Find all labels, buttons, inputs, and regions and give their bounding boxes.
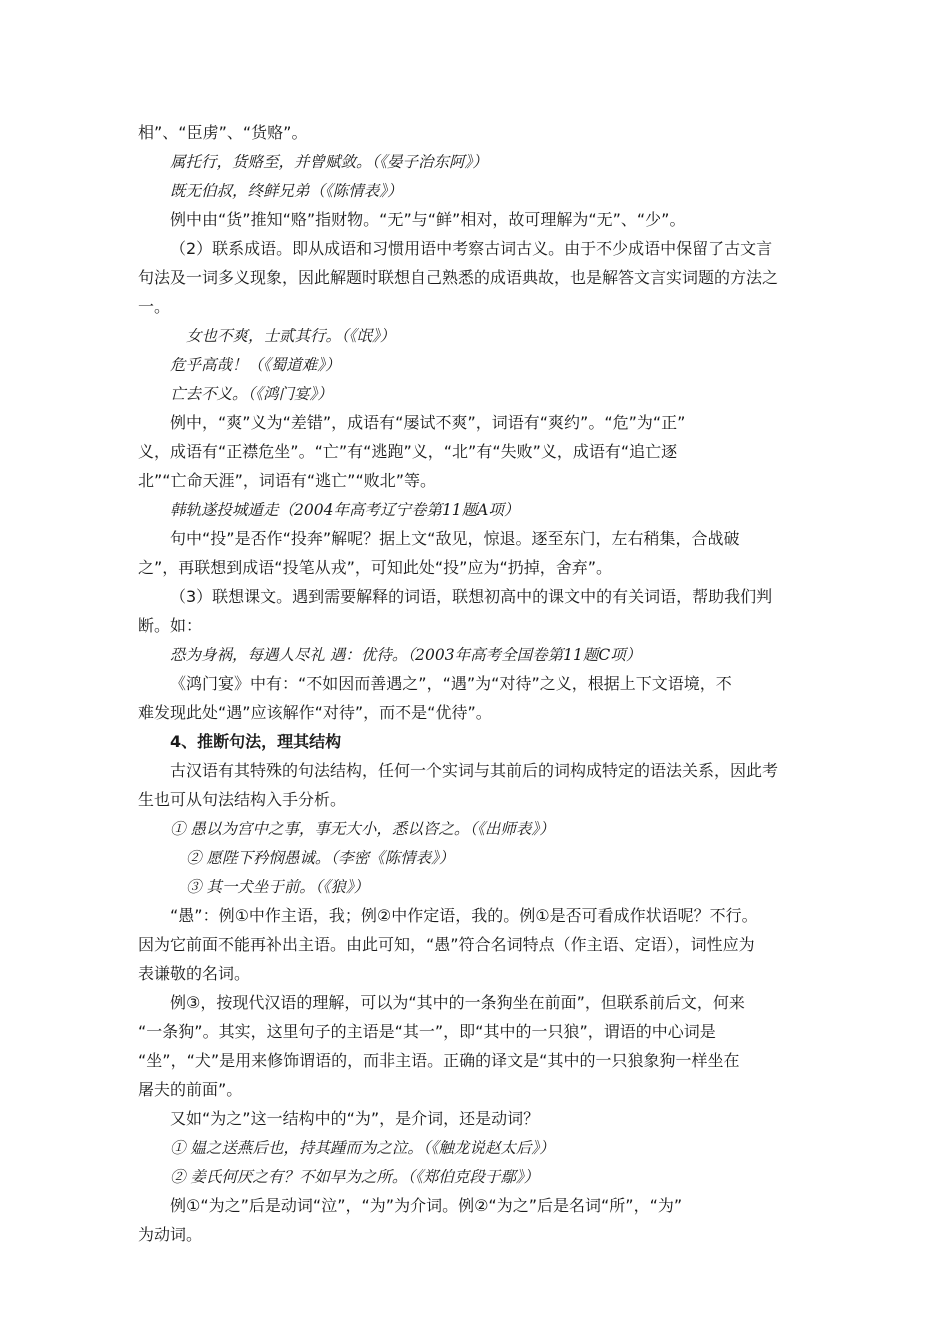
text-line: 相”、“臣虏”、“货赂”。	[138, 123, 308, 142]
text-line: （3）联想课文。遇到需要解释的词语，联想初高中的课文中的有关词语，帮助我们判	[170, 587, 773, 606]
text-line: 屠夫的前面”。	[138, 1080, 243, 1099]
text-line: 表谦敬的名词。	[138, 964, 251, 983]
quote-line: 危乎高哉！（《蜀道难》）	[170, 356, 341, 374]
text-line: “愚”：例①中作主语，我；例②中作定语，我的。例①是否可看成作状语呢？不行。	[170, 906, 758, 925]
section-heading: 4、推断句法，理其结构	[170, 732, 342, 751]
quote-line: ① 愚以为宫中之事，事无大小，悉以咨之。（《出师表》）	[170, 820, 555, 838]
quote-line: ③ 其一犬坐于前。（《狼》）	[186, 878, 370, 896]
quote-line: ② 愿陛下矜悯愚诚。（李密《陈情表》）	[186, 849, 455, 867]
quote-line: 女也不爽，士贰其行。（《氓》）	[186, 327, 396, 345]
quote-line: 韩轨遂投城遁走（2004年高考辽宁卷第11题A项）	[170, 501, 520, 519]
text-line: （2）联系成语。即从成语和习惯用语中考察古词古义。由于不少成语中保留了古文言	[170, 239, 773, 258]
text-line: 生也可从句法结构入手分析。	[138, 790, 347, 809]
text-line: 句法及一词多义现象，因此解题时联想自己熟悉的成语典故，也是解答文言实词题的方法之	[138, 268, 779, 287]
text-line: “一条狗”。其实，这里句子的主语是“其一”，即“其中的一只狼”，谓语的中心词是	[138, 1022, 716, 1041]
text-line: 因为它前面不能再补出主语。由此可知，“愚”符合名词特点（作主语、定语），词性应为	[138, 935, 755, 954]
text-line: 为动词。	[138, 1225, 203, 1244]
text-line: 例③，按现代汉语的理解，可以为“其中的一条狗坐在前面”，但联系前后文，何来	[170, 993, 745, 1012]
text-line: 《鸿门宴》中有：“不如因而善遇之”，“遇”为“对待”之义，根据上下文语境，不	[170, 674, 732, 693]
text-line: 之”，再联想到成语“投笔从戎”，可知此处“投”应为“扔掉，舍弃”。	[138, 558, 613, 577]
quote-line: 亡去不义。（《鸿门宴》）	[170, 385, 333, 403]
text-line: 又如“为之”这一结构中的“为”，是介词，还是动词？	[170, 1109, 540, 1128]
quote-line: ① 媪之送燕后也，持其踵而为之泣。（《触龙说赵太后》）	[170, 1139, 555, 1157]
text-line: 北”“亡命天涯”，词语有“逃亡”“败北”等。	[138, 471, 437, 490]
quote-line: 既无伯叔，终鲜兄弟（《陈情表》）	[170, 182, 403, 200]
text-line: 古汉语有其特殊的句法结构，任何一个实词与其前后的词构成特定的语法关系，因此考	[170, 761, 779, 780]
text-line: “坐”，“犬”是用来修饰谓语的，而非主语。正确的译文是“其中的一只狼象狗一样坐在	[138, 1051, 740, 1070]
quote-line: ② 姜氏何厌之有？不如早为之所。（《郑伯克段于鄢》）	[170, 1168, 540, 1186]
quote-line: 恐为身祸，每遇人尽礼 遇：优待。（2003年高考全国卷第11题C项）	[170, 646, 642, 664]
text-line: 例中由“货”推知“赂”指财物。“无”与“鲜”相对，故可理解为“无”、“少”。	[170, 210, 686, 229]
text-line: 义，成语有“正襟危坐”。“亡”有“逃跑”义，“北”有“失败”义，成语有“追亡逐	[138, 442, 678, 461]
text-line: 句中“投”是否作“投奔”解呢？据上文“敌见，惊退。逐至东门，左右稍集，合战破	[170, 529, 740, 548]
text-line: 难发现此处“遇”应该解作“对待”，而不是“优待”。	[138, 703, 492, 722]
text-line: 例中，“爽”义为“差错”，成语有“屡试不爽”，词语有“爽约”。“危”为“正”	[170, 413, 686, 432]
text-line: 例①“为之”后是动词“泣”，“为”为介词。例②“为之”后是名词“所”，“为”	[170, 1196, 683, 1215]
text-line: 一。	[138, 297, 171, 316]
text-line: 断。如：	[138, 616, 203, 635]
quote-line: 属托行，货赂至，并曾赋敛。（《晏子治东阿》）	[170, 153, 488, 171]
